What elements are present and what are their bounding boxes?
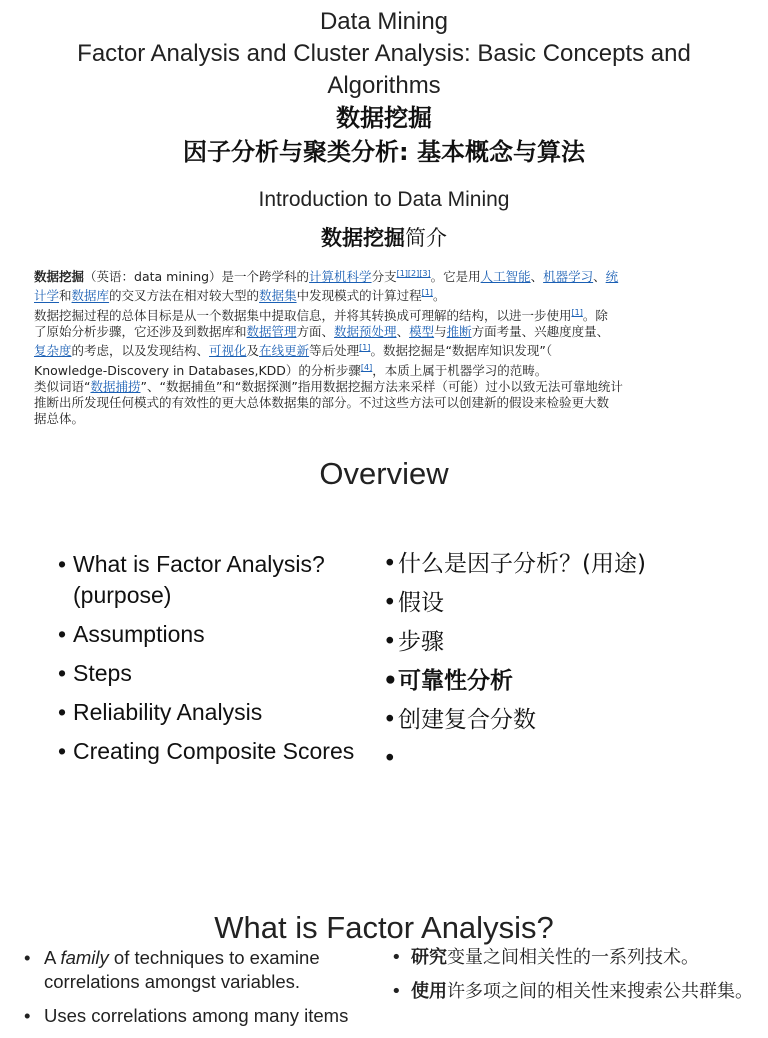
intro-title: Introduction to Data Mining bbox=[258, 188, 510, 211]
wiki-link[interactable]: 数据库 bbox=[71, 288, 110, 304]
paragraph-text: 数据挖掘过程的总体目标是从一个数据集中提取信息，并将其转换成可理解的结构，以进一步使用 bbox=[34, 307, 572, 323]
paragraph-line bbox=[34, 360, 714, 379]
citation-link[interactable]: [1] bbox=[571, 307, 583, 317]
list-item: • Creating Composite Scores bbox=[58, 736, 368, 767]
wiki-link[interactable]: 模型 bbox=[409, 324, 435, 340]
list-item bbox=[387, 946, 768, 970]
paragraph-line bbox=[34, 411, 714, 427]
list-item: • Reliability Analysis bbox=[58, 697, 368, 728]
text: 变量之间相关性的一系列技术。 bbox=[447, 947, 699, 968]
wiki-link[interactable]: 数据管理 bbox=[246, 324, 297, 340]
list-item: • Steps bbox=[58, 658, 368, 689]
wiki-link[interactable]: 复杂度 bbox=[34, 343, 72, 359]
citation-link[interactable]: [1][2][3] bbox=[396, 269, 431, 278]
paragraph-text: ”、“数据捕鱼”和“数据探测”指用数据挖掘方法来采样（可能）过小以致无法可靠地统计 bbox=[140, 379, 623, 394]
paragraph-text: 、 bbox=[530, 269, 544, 285]
wiki-link[interactable]: 推断 bbox=[446, 324, 472, 340]
paragraph-text: 的考虑，以及发现结构、 bbox=[71, 343, 210, 359]
paragraph-text: 、 bbox=[396, 324, 410, 340]
wiki-link[interactable]: 数据集 bbox=[259, 288, 297, 304]
list-item: • Assumptions bbox=[58, 619, 368, 650]
list-item bbox=[20, 946, 380, 994]
intro-title-zh-rest: 简介 bbox=[405, 226, 447, 250]
paragraph-text: （英语：data mining）是一个跨学科的 bbox=[84, 269, 310, 285]
list-item: • 步骤 bbox=[383, 627, 763, 658]
paragraph-text: 、 bbox=[593, 269, 606, 285]
wiki-link[interactable]: 在线更新 bbox=[259, 343, 310, 359]
slide-title-line: Data Mining bbox=[319, 8, 449, 35]
intro-title-zh bbox=[0, 222, 768, 252]
slide-title-zh: 因子分析与聚类分析: 基本概念与算法 bbox=[183, 138, 585, 166]
paragraph-text: 据总体。 bbox=[34, 411, 85, 427]
wiki-link[interactable]: 统 bbox=[605, 269, 619, 285]
wiki-link[interactable]: 人工智能 bbox=[480, 269, 531, 285]
paragraph-text: 等后处理 bbox=[309, 343, 360, 359]
paragraph-text: 和 bbox=[59, 288, 72, 304]
paragraph-text: 。数据挖掘是“数据库知识发现”（ bbox=[370, 343, 553, 359]
paragraph-text: 类似词语“ bbox=[34, 379, 91, 394]
list-item: • 可靠性分析 bbox=[383, 666, 763, 697]
paragraph-text: 与 bbox=[434, 324, 447, 340]
slide-title-zh: 数据挖掘 bbox=[336, 104, 432, 132]
paragraph-line bbox=[34, 324, 714, 340]
citation-link[interactable]: [4] bbox=[360, 362, 373, 372]
overview-list-en bbox=[58, 549, 368, 775]
factor-list-en bbox=[20, 946, 380, 1038]
text-bold: 使用 bbox=[411, 981, 447, 1002]
paragraph-line bbox=[34, 266, 714, 285]
paragraph-text: 推断出所发现任何模式的有效性的更大总体数据集的部分。不过这些方法可以创建新的假设来检验更大数 bbox=[34, 395, 610, 411]
text: 许多项之间的相关性来搜索公共群集。 bbox=[447, 981, 753, 1002]
wiki-link[interactable]: 计算机科学 bbox=[309, 269, 372, 285]
list-item bbox=[383, 744, 763, 775]
factor-title: What is Factor Analysis? bbox=[214, 910, 554, 945]
paragraph-text: 分支 bbox=[371, 269, 397, 285]
slide-title-line: Factor Analysis and Cluster Analysis: Basic Concepts and bbox=[77, 40, 691, 67]
wiki-link[interactable]: 计学 bbox=[34, 288, 60, 304]
factor-list-zh bbox=[387, 946, 768, 1014]
wiki-link[interactable]: 数据预处理 bbox=[334, 324, 397, 340]
list-item bbox=[20, 1004, 380, 1028]
wiki-link[interactable]: 数据捕捞 bbox=[90, 379, 141, 394]
paragraph-line bbox=[34, 285, 714, 304]
text-bold: 研究 bbox=[411, 947, 447, 968]
overview-title: Overview bbox=[319, 456, 449, 491]
paragraph-line bbox=[34, 379, 714, 395]
paragraph-text: Knowledge-Discovery in Databases,KDD）的分析步骤 bbox=[34, 362, 361, 378]
paragraph-text: 。除 bbox=[582, 307, 608, 323]
intro-title-zh-bold: 数据挖掘 bbox=[321, 226, 405, 250]
paragraph-text: 了原始分析步骤，它还涉及到数据库和 bbox=[34, 324, 247, 340]
paragraph-text: 方面考量、兴趣度度量、 bbox=[471, 324, 610, 340]
paragraph-text: 数据挖掘 bbox=[34, 269, 85, 285]
paragraph-line bbox=[34, 305, 714, 324]
emphasis: family bbox=[60, 947, 109, 968]
wiki-link[interactable]: 可视化 bbox=[209, 343, 247, 359]
overview-list-zh bbox=[383, 549, 763, 783]
text: A bbox=[44, 947, 61, 968]
text: Uses correlations among many items bbox=[44, 1005, 349, 1026]
citation-link[interactable]: [1] bbox=[359, 343, 371, 353]
wiki-link[interactable]: 机器学习 bbox=[543, 269, 594, 285]
paragraph-text: 及 bbox=[246, 343, 260, 359]
citation-link[interactable]: [1] bbox=[421, 288, 433, 298]
paragraph-text: 的交叉方法在相对较大型的 bbox=[109, 288, 260, 304]
paragraph-text: 中发现模式的计算过程 bbox=[296, 288, 422, 304]
slide-title-line: Algorithms bbox=[327, 72, 441, 99]
paragraph-text: ，本质上属于机器学习的范畴。 bbox=[372, 362, 548, 378]
list-item bbox=[387, 980, 768, 1004]
list-item: • What is Factor Analysis? (purpose) bbox=[58, 549, 368, 611]
paragraph-text: 。 bbox=[432, 288, 446, 304]
paragraph-line bbox=[34, 395, 714, 411]
list-item: • 创建复合分数 bbox=[383, 705, 763, 736]
intro-paragraph bbox=[34, 266, 714, 428]
paragraph-line bbox=[34, 340, 714, 359]
paragraph-text: 方面、 bbox=[296, 324, 335, 340]
list-item: • 假设 bbox=[383, 588, 763, 619]
text: of techniques to examine correlations amongst variables. bbox=[44, 947, 320, 992]
paragraph-text: 。它是用 bbox=[430, 269, 481, 285]
list-item: • 什么是因子分析？(用途) bbox=[383, 549, 763, 580]
